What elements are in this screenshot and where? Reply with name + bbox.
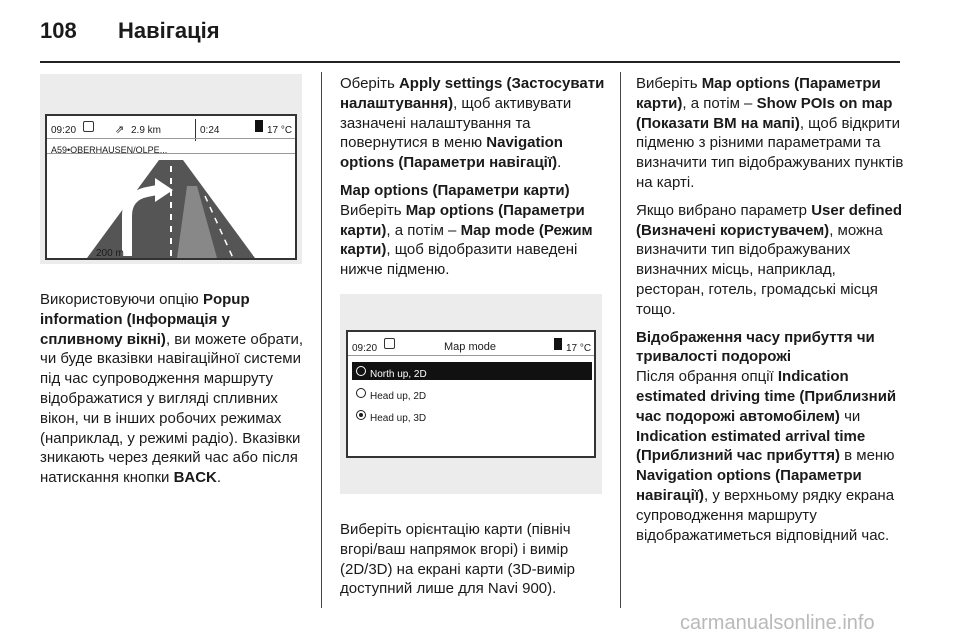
thermometer-icon bbox=[554, 338, 562, 350]
column-3 bbox=[636, 74, 904, 553]
paragraph: Виберіть орієнтацію карти (північ вгорі/ваш напрямок вгорі) і вимір (2D/3D) на екрані карти (3D-вимір доступний лише для Navi 900). bbox=[340, 520, 576, 598]
column-2 bbox=[340, 74, 610, 607]
page-header bbox=[40, 18, 220, 44]
distance-text: 2.9 km bbox=[131, 125, 162, 136]
clock-text: 09:20 bbox=[352, 342, 378, 354]
fork-road-icon: ⇗ bbox=[115, 124, 125, 136]
watermark: carmanualsonline.info bbox=[680, 612, 875, 634]
column-divider bbox=[620, 72, 621, 608]
duration-text: 0:24 bbox=[195, 119, 219, 141]
guidance-icon bbox=[384, 338, 395, 349]
road-name-bar: A59•OBERHAUSEN/OLPE... bbox=[47, 138, 295, 154]
thermometer-icon bbox=[255, 120, 263, 132]
lane-guidance-graphic bbox=[47, 156, 295, 258]
option-head-up-2d[interactable]: Head up, 2D bbox=[352, 384, 592, 402]
paragraph: Виберіть Map options (Параметри карти), а потім – Map mode (Режим карти), щоб відобразити наведені нижче підменю. bbox=[340, 201, 593, 279]
column-divider bbox=[321, 72, 322, 608]
guidance-screen bbox=[45, 114, 297, 260]
paragraph: Після обрання опції Indication estimated driving time (Приблизний час подорожі автомобілем) чи Indication estimated arrival time (Приблизний час прибуття) в меню Navigation options (Параметри навігації), у верхньому рядку екрана супроводження маршруту відображатиметься відповідний час. bbox=[636, 368, 897, 544]
section-title: Навігація bbox=[118, 18, 220, 43]
radio-icon bbox=[356, 366, 366, 376]
status-bar bbox=[47, 116, 295, 138]
paragraph: Використовуючи опцію Popup information (Інформація у спливному вікні), ви можете обрати, чи буде вказівки навігаційної системи під час супроводження маршруту відображатися у вигляді спливних вікон, чи в інших робочих режимах (наприклад, у режимі радіо). Вказівки зникають через деякий час або після натискання кнопки BACK. bbox=[40, 291, 304, 487]
map-mode-screen-figure bbox=[340, 294, 602, 494]
paragraph: Якщо вибрано параметр User defined (Визначені користувачем), можна визначити тип відображуваних визначних місць, наприклад, ресторан, готель, громадські місця тощо. bbox=[636, 201, 903, 318]
guidance-screen-figure bbox=[40, 74, 302, 264]
temperature-text: 17 °C bbox=[566, 342, 592, 354]
page-number: 108 bbox=[40, 18, 77, 43]
lane-arrow-head bbox=[269, 206, 281, 218]
radio-selected-icon bbox=[356, 410, 366, 420]
temperature-text: 17 °C bbox=[267, 125, 293, 136]
option-north-up-2d[interactable]: North up, 2D bbox=[352, 362, 592, 380]
turn-distance-text: 200 m bbox=[96, 248, 124, 259]
column-1 bbox=[40, 74, 305, 496]
lane-arrow-head bbox=[249, 206, 261, 218]
screen-header bbox=[348, 332, 594, 356]
screen-title: Map mode bbox=[444, 340, 496, 353]
map-mode-screen bbox=[346, 330, 596, 458]
option-head-up-3d[interactable]: Head up, 3D bbox=[352, 406, 592, 424]
guidance-icon bbox=[83, 121, 94, 132]
paragraph: Виберіть Map options (Параметри карти), а потім – Show POIs on map (Показати ВМ на мапі), щоб відкрити підменю з різними параметрами та визначити тип відображуваних пунктів на карті. bbox=[636, 75, 904, 191]
radio-icon bbox=[356, 388, 366, 398]
section-heading-map-options: Map options (Параметри карти) bbox=[340, 181, 570, 199]
header-rule bbox=[40, 61, 900, 63]
clock-text: 09:20 bbox=[51, 125, 77, 136]
paragraph: Оберіть Apply settings (Застосувати налаштування), щоб активувати зазначені налаштування та повернутися в меню Navigation options (Параметри навігації). bbox=[340, 75, 605, 172]
section-heading-arrival-time: Відображення часу прибуття чи тривалості подорожі bbox=[636, 328, 875, 366]
